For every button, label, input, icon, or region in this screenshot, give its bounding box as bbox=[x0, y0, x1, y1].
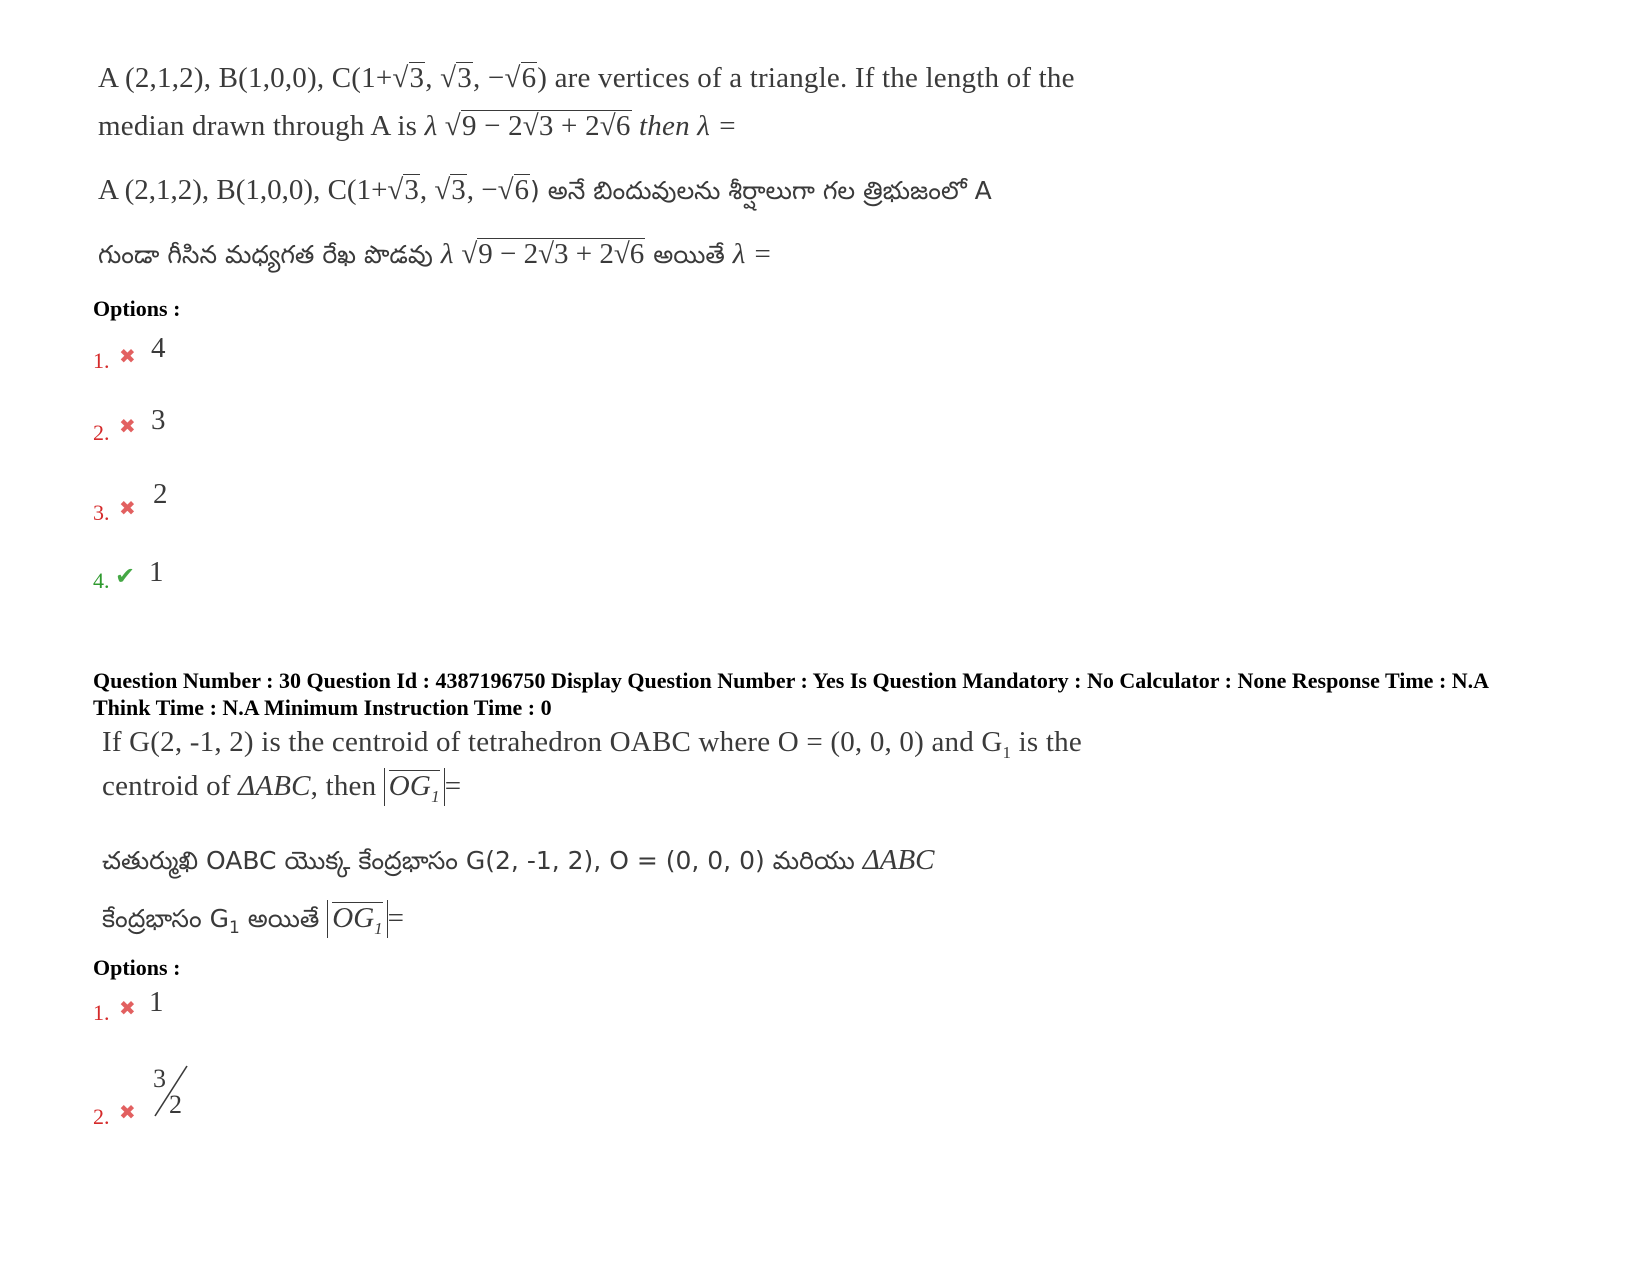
fraction-denominator: 2 bbox=[169, 1090, 182, 1119]
q2-telugu-line-2: కేంద్రభాసం $G_1$ అయితే $OG_1$ = bbox=[102, 902, 405, 938]
cross-icon: ✖ bbox=[119, 1100, 136, 1124]
q2-english-line-2: centroid of ΔABC, then $OG_1$ = bbox=[102, 770, 462, 806]
median-radical: 9 − 2√3 + 2√6 bbox=[461, 110, 631, 142]
q1-telugu-line-1: A (2,1,2), B(1,0,0), C(1+√3, √3, −√6) అనే బిందువులను శీర్షాలుగా గల త్రిభుజంలో A bbox=[98, 174, 992, 206]
option-number: 3. bbox=[93, 500, 110, 525]
cross-icon: ✖ bbox=[119, 344, 136, 368]
option-number: 4. bbox=[93, 568, 110, 593]
option-value: 4 bbox=[151, 332, 166, 364]
option-value: 1 bbox=[149, 556, 164, 588]
option-value: 2 bbox=[153, 478, 168, 510]
q2-english-line-1: If G(2, -1, 2) is the centroid of tetrahedron OABC where O = (0, 0, 0) and $G_1$ is the bbox=[102, 726, 1082, 762]
option-number: 1. bbox=[93, 1000, 110, 1025]
option-number: 2. bbox=[93, 420, 110, 445]
q1-english-line-2: median drawn through A is λ √9 − 2√3 + 2√6 then λ = bbox=[98, 110, 738, 142]
q1-options-heading: Options : bbox=[93, 296, 181, 321]
q2-options-heading: Options : bbox=[93, 955, 181, 980]
option-value-fraction bbox=[149, 1064, 189, 1120]
option-value: 3 bbox=[151, 404, 166, 436]
option-value: 1 bbox=[149, 986, 164, 1018]
fraction-numerator: 3 bbox=[153, 1064, 166, 1093]
option-number: 2. bbox=[93, 1104, 110, 1129]
option-number: 1. bbox=[93, 348, 110, 373]
q2-metadata: Question Number : 30 Question Id : 4387196750 Display Question Number : Yes Is Question Mandatory : No Calculator : None Response Time : N.A Think Time : N.A Minimum Instruction Time : 0 bbox=[93, 668, 1488, 720]
q2-telugu-line-1: చతుర్ముఖి OABC యొక్క కేంద్రభాసం G(2, -1, 2), O = (0, 0, 0) మరియు ΔABC bbox=[102, 844, 935, 876]
cross-icon: ✖ bbox=[119, 996, 136, 1020]
cross-icon: ✖ bbox=[119, 496, 136, 520]
q1-english-line-1: A (2,1,2), B(1,0,0), C(1+√3, √3, −√6) are vertices of a triangle. If the length of the bbox=[98, 62, 1075, 94]
q1-telugu-line-2: గుండా గీసిన మధ్యగత రేఖ పొడవు λ √9 − 2√3 + 2√6 అయితే λ = bbox=[98, 238, 773, 270]
check-icon: ✔ bbox=[115, 562, 136, 590]
cross-icon: ✖ bbox=[119, 414, 136, 438]
